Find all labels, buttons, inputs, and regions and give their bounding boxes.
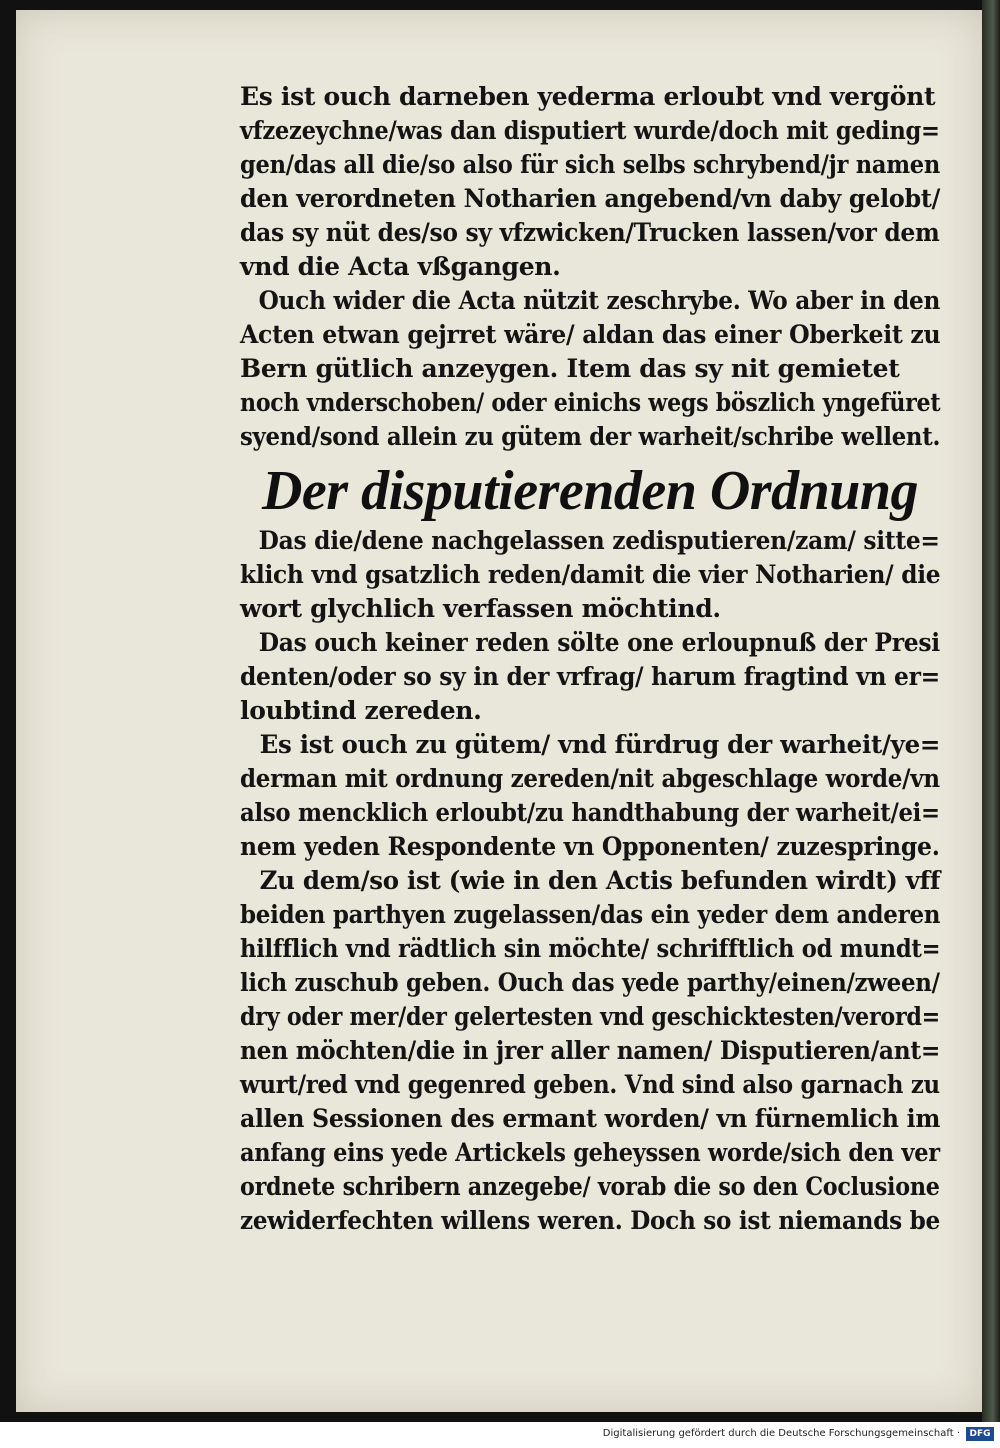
- text-line: allen Sessionen des ermant worden/ vn fürnemlich im: [240, 1104, 941, 1133]
- text-line: den verordneten Notharien angebend/vn daby gelobt/: [240, 184, 940, 213]
- text-line: wort glychlich verfassen möchtind.: [240, 594, 721, 623]
- section-heading: Der disputierenden Ordnung: [261, 460, 919, 522]
- text-line: hilfflich vnd rädtlich sin möchte/ schrifftlich od mundt=: [240, 934, 941, 963]
- text-line: Es ist ouch zu gütem/ vnd fürdrug der warheit/ye=: [259, 730, 941, 759]
- text-line: Zu dem/so ist (wie in den Actis befunden wirdt) vff: [259, 866, 941, 895]
- text-line: Bern gütlich anzeygen. Item das sy nit gemietet: [240, 354, 900, 383]
- text-line: Das ouch keiner reden sölte one erloupnuß der Presi: [258, 628, 940, 657]
- text-line: gen/das all die/so also für sich selbs schrybend/jr namen: [240, 150, 941, 179]
- text-line: Acten etwan gejrret wäre/ aldan das einer Oberkeit zu: [240, 320, 941, 349]
- text-line: noch vnderschoben/ oder einichs wegs böszlich yngefüret: [240, 388, 941, 417]
- text-line: beiden parthyen zugelassen/das ein yeder dem anderen: [240, 900, 941, 929]
- text-line: nen möchten/die in jrer aller namen/ Disputieren/ant=: [240, 1036, 941, 1065]
- text-line: vnd die Acta vßgangen.: [240, 252, 561, 281]
- paragraph-5: [240, 728, 940, 864]
- text-line: dry oder mer/der gelertesten vnd geschicktesten/verord=: [240, 1002, 941, 1031]
- text-line: syend/sond allein zu gütem der warheit/schribe wellent.: [240, 422, 941, 451]
- paragraph-4: [240, 626, 940, 728]
- text-line: Es ist ouch darneben yederma erloubt vnd vergönt: [240, 82, 936, 111]
- text-line: loubtind zereden.: [240, 696, 482, 725]
- text-line: Ouch wider die Acta nützit zeschrybe. Wo aber in den: [258, 286, 941, 315]
- text-line: zewiderfechten willens weren. Doch so ist niemands be: [240, 1206, 940, 1235]
- paragraph-2: [240, 284, 940, 454]
- text-line: lich zuschub geben. Ouch das yede parthy/einen/zween/: [240, 968, 940, 997]
- text-line: wurt/red vnd gegenred geben. Vnd sind also garnach zu: [240, 1070, 940, 1099]
- text-line: das sy nüt des/so sy vfzwicken/Trucken lassen/vor dem: [240, 218, 940, 247]
- text-line: vfzezeychne/was dan disputiert wurde/doch mit geding=: [240, 116, 940, 145]
- text-line: anfang eins yede Artickels geheyssen worde/sich den ver: [240, 1138, 940, 1167]
- text-line: also mencklich erloubt/zu handthabung der warheit/ei=: [240, 798, 940, 827]
- text-line: ordnete schribern anzegebe/ vorab die so den Coclusione: [240, 1172, 940, 1201]
- paragraph-1: [240, 80, 940, 284]
- funding-note: Digitalisierung gefördert durch die Deutsche Forschungsgemeinschaft ·: [602, 1428, 960, 1439]
- book-edge: [982, 0, 1000, 1422]
- text-line: klich vnd gsatzlich reden/damit die vier Notharien/ die: [240, 560, 941, 589]
- dfg-logo: DFG: [966, 1427, 994, 1441]
- paragraph-6: [240, 864, 940, 1238]
- footer-bar: [0, 1422, 1000, 1448]
- text-line: nem yeden Respondente vn Opponenten/ zuzespringe.: [240, 832, 940, 861]
- page-text: [240, 80, 940, 1238]
- text-line: denten/oder so sy in der vrfrag/ harum fragtind vn er=: [240, 662, 940, 691]
- text-line: Das die/dene nachgelassen zedisputieren/zam/ sitte=: [258, 526, 940, 555]
- paragraph-3: [240, 524, 940, 626]
- text-line: derman mit ordnung zereden/nit abgeschlage worde/vn: [240, 764, 940, 793]
